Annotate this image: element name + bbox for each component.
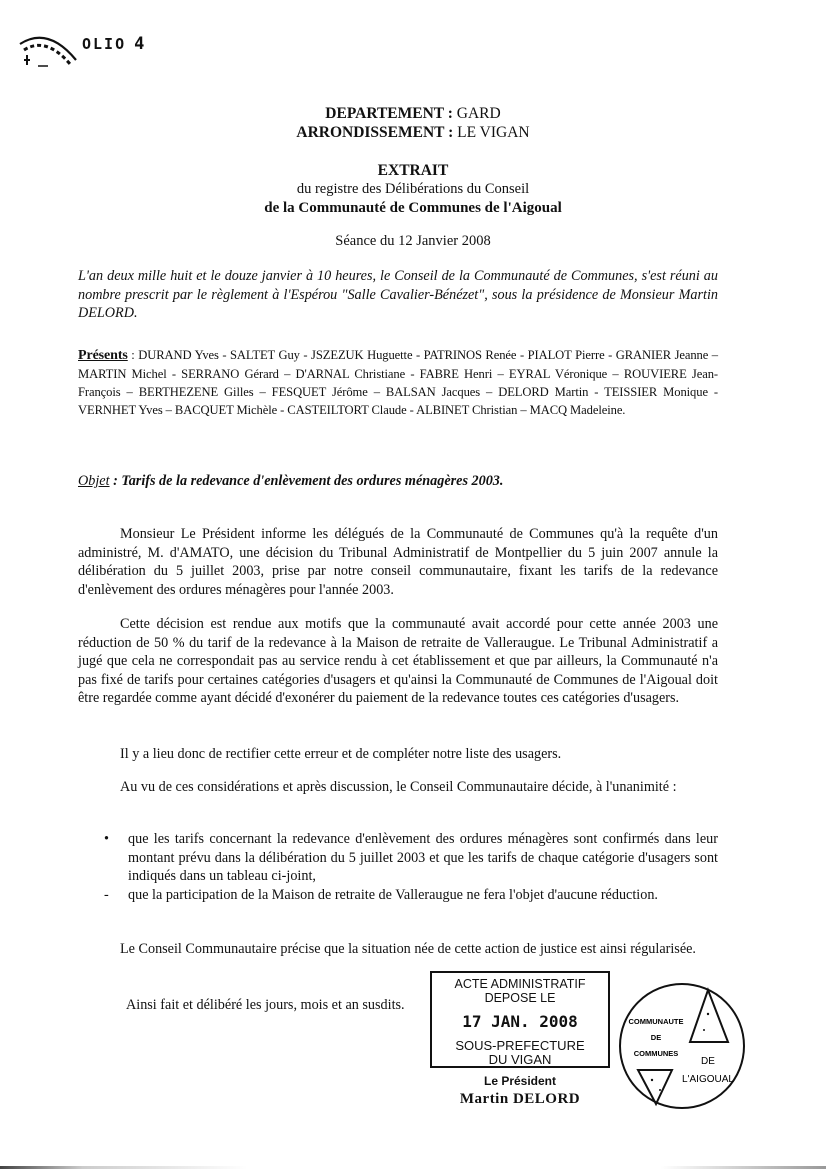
decision-text: que la participation de la Maison de retraite de Valleraugue ne fera l'objet d'aucune réduction. (128, 886, 658, 903)
stamp-date: 17 JAN. 2008 (462, 1012, 578, 1031)
stamp-line-depose: DEPOSE LE (484, 991, 556, 1005)
stamp-line-vigan: DU VIGAN (488, 1052, 552, 1067)
subject-text: : Tarifs de la redevance d'enlèvement des ordures ménagères 2003. (109, 473, 504, 489)
seal-text-right-de: DE (701, 1056, 715, 1067)
decision-list (104, 830, 718, 904)
intro-paragraph: L'an deux mille huit et le douze janvier à 10 heures, le Conseil de la Communauté de Communes, s'est réuni au nombre prescrit par le règlement à l'Espérou "Salle Cavalier-Bénézet", sous la présidence de Monsieur Martin DELORD. (78, 268, 718, 321)
decision-text: que les tarifs concernant la redevance d'enlèvement des ordures ménagères sont confirmés dans leur montant prévu dans la délibération du 5 juillet 2003 et que les tarifs de chaque catégorie d'usagers sont indiqués dans un tableau ci-joint, (128, 831, 718, 884)
paragraph-regularisation: Le Conseil Communautaire précise que la situation née de cette action de justice est ainsi régularisée. (120, 941, 696, 957)
attendees-label: Présents (78, 348, 128, 363)
decision-item (104, 886, 718, 905)
stamp-line-acte: ACTE ADMINISTRATIF (454, 977, 586, 991)
president-title: Le Président (483, 1074, 557, 1088)
folio-label: OLIO 4 (82, 34, 147, 54)
document-header (0, 104, 826, 142)
closing-formula: Ainsi fait et délibéré les jours, mois et an susdits. (126, 997, 405, 1013)
paragraph-motives: Cette décision est rendue aux motifs que la communauté avait accordé pour cette année 2003 une réduction de 50 % du tarif de la redevance à la Maison de retraite de Valleraugue. Le Tribunal Administratif a jugé que cela ne correspondait pas au service rendu à cet établissement et que par ailleurs, la Communauté n'a pas fixé de tarifs pour certaines catégories d'usagers et qu'ainsi la Communauté de Communes de l'Aigoual doit être regardée comme ayant décidé d'exonérer du paiement de la redevance toutes ces catégories d'usagers. (78, 616, 718, 706)
arrondissement-line: ARRONDISSEMENT : LE VIGAN (296, 124, 530, 141)
departement-line: DEPARTEMENT : GARD (325, 105, 501, 122)
bullet-marker: • (104, 831, 109, 847)
decision-item (104, 830, 718, 886)
stamp-line-prefecture: SOUS-PREFECTURE (455, 1038, 585, 1053)
president-signature-name: Martin DELORD (459, 1091, 581, 1107)
folio-header (18, 22, 178, 70)
paragraph-decision-context: Monsieur Le Président informe les délégués de la Communauté de Communes qu'à la requête d'un administré, M. d'AMATO, une décision du Tribunal Administratif de Montpellier du 5 juin 2007 annule la délibération du 5 juillet 2003, prise par notre conseil communautaire, fixant les tarifs de la redevance d'enlèvement des ordures ménagères pour l'année 2003. (78, 526, 718, 598)
seal-text-de: DE (650, 1033, 662, 1042)
attendees-list (78, 346, 718, 419)
folio-number: 4 (134, 34, 147, 54)
extrait-subtitle: du registre des Délibérations du Conseil (296, 181, 530, 197)
seal-text-communes: COMMUNES (633, 1049, 679, 1058)
round-stamp-fragment-icon (18, 30, 78, 70)
community-seal-icon (616, 980, 748, 1112)
seal-text-communaute: COMMUNAUTE (628, 1017, 684, 1026)
extrait-title: EXTRAIT (377, 162, 449, 179)
paragraph-rectification: Il y a lieu donc de rectifier cette erreur et de compléter notre liste des usagers. (120, 746, 562, 762)
subject-line (78, 472, 718, 491)
organisation-name: de la Communauté de Communes de l'Aigoual (264, 200, 562, 216)
attendees-names: : DURAND Yves - SALTET Guy - JSZEZUK Huguette - PATRINOS Renée - PIALOT Pierre - GRANIER Jeanne – MARTIN Michel - SERRANO Gérard – D'ARNAL Christiane - FABRE Henri – EYRAL Véronique – ROUVIERE Jean-François – BERTHEZENE Gilles – FESQUET Jérôme – BALSAN Jacques – DELORD Martin - TEISSIER Monique - VERNHET Yves – BACQUET Michèle - CASTEILTORT Claude - ALBINET Christian – MACQ Madeleine. (78, 348, 718, 417)
filing-stamp (430, 971, 610, 1068)
seal-text-aigoual: L'AIGOUAL (682, 1074, 734, 1085)
paragraph-vote: Au vu de ces considérations et après discussion, le Conseil Communautaire décide, à l'unanimité : (120, 779, 677, 795)
seance-date: Séance du 12 Janvier 2008 (335, 233, 491, 249)
extrait-title-block (0, 161, 826, 218)
bullet-marker: - (104, 886, 109, 903)
subject-label: Objet (78, 473, 110, 489)
